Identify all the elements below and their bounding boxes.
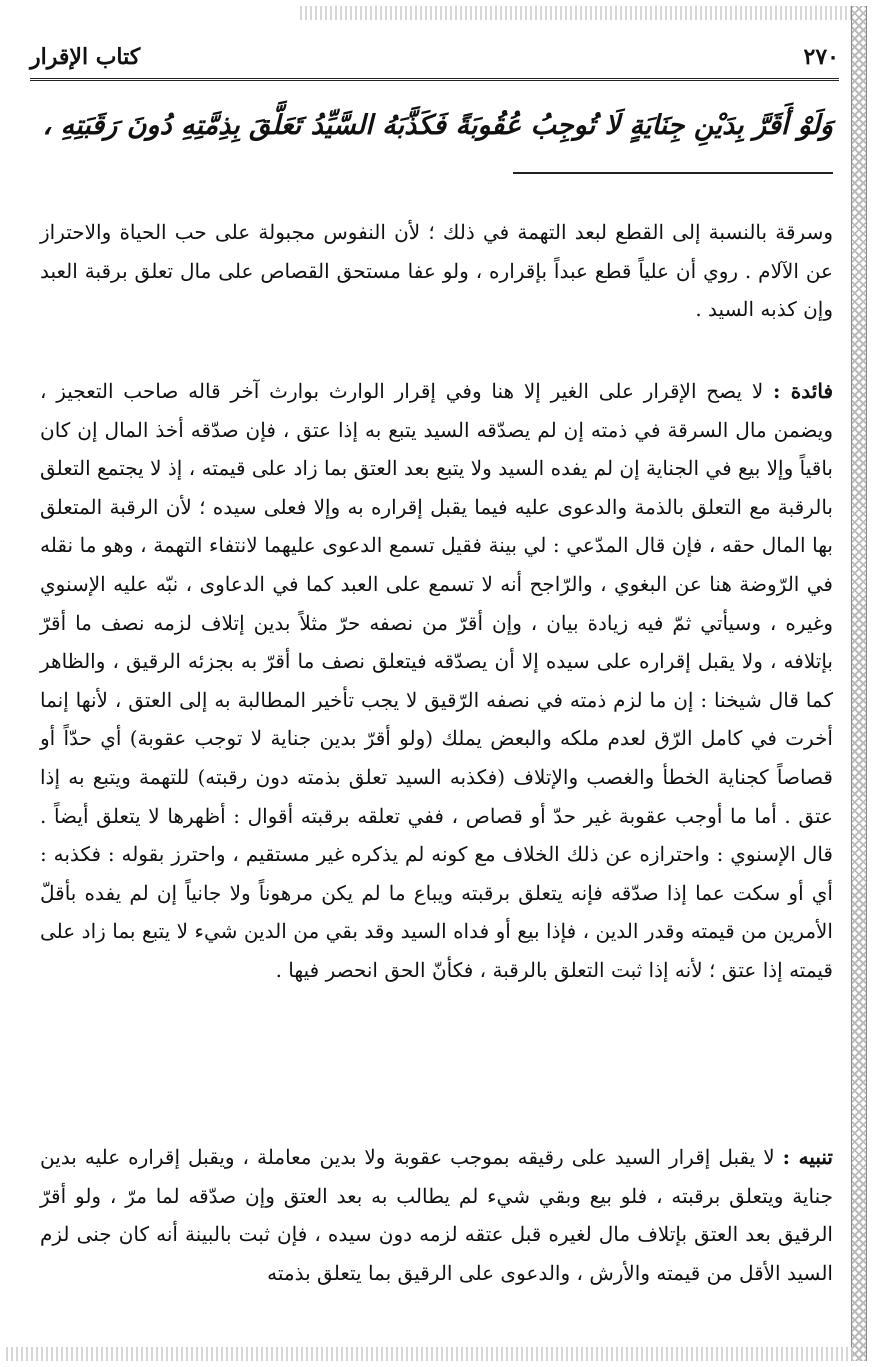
paragraph-2-text: لا يصح الإقرار على الغير إلا هنا وفي إقرار الوارث بوارث آخر قاله صاحب التعجيز ، ويضمن مال السرقة في ذمته إن لم يصدّقه السيد يتبع به إذا عتق ، فإن صدّقه أخذ المال إن كان باقياً وإلا بيع في الجناية إن لم يفده السيد ولا يتبع بعد العتق بما زاد على قيمته ، إذ لا يجتمع التعلق بالرقبة مع التعلق بالذمة والدعوى عليه فيما يقبل إقراره به وإلا فعلى سيده ؛ لأن الرقبة المتعلق بها المال حقه ، فإن قال المدّعي : لي بينة فقيل تسمع الدعوى عليهما لانتفاء التهمة ، وهو ما نقله في الرّوضة هنا عن البغوي ، والرّاجح أنه لا تسمع على العبد كما في الدعاوى ، نبّه عليه الإسنوي وغيره ، وسيأتي ثمّ فيه زيادة بيان ، وإن أقرّ من نصفه حرّ مثلاً بدين إتلاف لزمه نصف ما أقرّ بإتلافه ، ولا يقبل إقراره على سيده إلا أن يصدّقه فيتعلق نصف ما أقرّ به بجزئه الرقيق ، والظاهر كما قال شيخنا : إن ما لزم ذمته في نصفه الرّقيق لا يجب تأخير المطالبة به إلى العتق ، لأنها إنما أخرت في كامل الرّق لعدم ملكه والبعض يملك (ولو أقرّ بدين جناية لا توجب عقوبة) أي حدّاً أو قصاصاً كجناية الخطأ والغصب والإتلاف (فكذبه السيد تعلق بذمته دون رقبته) للتهمة ويتبع به إذا عتق . أما ما أوجب عقوبة غير حدّ أو قصاص ، ففي تعلقه برقبته أقوال : أظهرها لا يتعلق أيضاً . قال الإسنوي : واحترازه عن ذلك الخلاف مع كونه لم يذكره غير مستقيم ، واحترز بقوله : فكذبه : أي أو سكت عما إذا صدّقه فإنه يتعلق برقبته ويباع ما لم يكن مرهوناً ولا جانياً إن لم يفده بأقلّ الأمرين من قيمته وقدر الدين ، فإذا بيع أو فداه السيد وقد بقي من الدين شيء لا يتبع بما زاد على قيمته إذا عتق ؛ لأنه إذا ثبت التعلق بالرقبة ، فكأنّ الحق انحصر فيها . [40,379,834,982]
paragraph-1-text: وسرقة بالنسبة إلى القطع لبعد التهمة في ذلك ؛ لأن النفوس مجبولة على حب الحياة والاحتراز عن الآلام . روي أن علياً قطع عبداً بإقراره ، ولو عفا مستحق القصاص على مال تعلق برقبة العبد وإن كذبه السيد . [40,220,833,322]
book-title: كتاب الإقرار [30,44,141,70]
paragraph-3 [40,1138,833,1292]
paragraph-2 [40,372,833,990]
matn-text: وَلَوْ أَقَرَّ بِدَيْنِ جِنَايَةٍ لَا تُوجِبُ عُقُوبَةً فَكَذَّبَهُ السَّيِّدُ تَعَلَّقَ بِذِمَّتِهِ دُونَ رَقَبَتِهِ ، [42,110,833,141]
paragraph-2-lead: فائدة : [773,379,834,403]
page-number: ٢٧٠ [803,44,839,70]
page-header [30,36,839,81]
paragraph-3-text: لا يقبل إقرار السيد على رقيقه بموجب عقوبة ولا بدين معاملة ، ويقبل إقراره عليه بدين جناية ويتعلق برقبته ، فلو بيع وبقي شيء لم يطالب به بعد العتق وإن صدّقه لما مرّ ، ولو أقرّ الرقيق بعد العتق بإتلاف مال لغيره قبل عتقه لزمه دون سيده ، فإن ثبت بالبينة أنه كان جنى لزم السيد الأقل من قيمته والأرش ، والدعوى على الرقيق بما يتعلق بذمته [40,1145,833,1285]
page-border-right [851,6,867,1361]
paragraph-1 [40,213,833,329]
matn-separator [513,172,833,174]
page-border-top [300,6,853,20]
page-border-bottom [6,1347,853,1361]
paragraph-3-lead: تنبيه : [782,1145,833,1169]
